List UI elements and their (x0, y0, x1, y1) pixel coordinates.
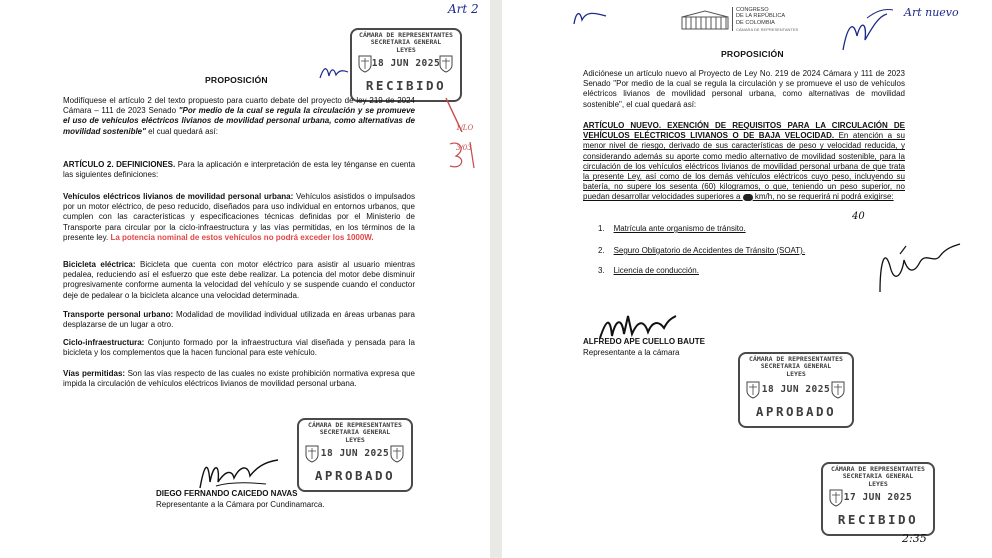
handwritten-speed: 40 (852, 211, 865, 222)
corner-handwritten-note: Art nuevo (904, 6, 959, 19)
definition-permitted-roads: Vías permitidas: Son las vías respecto de las cuales no existe prohibición normativa expresa que impida la circulación de vehículos eléctricos livianos de movilidad personal urbana. (63, 369, 415, 389)
signature-image (196, 452, 282, 494)
stamp-org: CÁMARA DE REPRESENTANTES SECRETARIA GENERAL LEYES (831, 465, 925, 488)
stamp-date: 18 JUN 2025 (761, 384, 831, 395)
definition-ebike: Bicicleta eléctrica: Bicicleta que cuenta con motor eléctrico para asistir al usuario mientras pedalea, reduciendo así el esfuerzo que este debe realizar. La potencia del motor debe disminuir progresivamente conforme aumenta la velocidad del vehículo y se suspende cuando el conductor deje de pedalear o la bicicleta alcance una velocidad determinada. (63, 260, 415, 300)
logo-text: CONGRESO DE LA REPÚBLICA DE COLOMBIA (736, 7, 786, 26)
logo-divider (732, 7, 733, 31)
coat-of-arms-icon (389, 444, 405, 464)
intro-paragraph: Adiciónese un artículo nuevo al Proyecto de Ley No. 219 de 2024 Cámara y 111 de 2023 Senado "Por medio de la cual se regula la circulación y se promueve el uso de vehículos eléctricos livianos de movilidad personal urbana, como alternativas de movilidad sostenible", el cual quedará así: (583, 69, 905, 109)
handwritten-initials (570, 6, 610, 28)
right-proposition-page (502, 0, 992, 558)
stamp-date: 18 JUN 2025 (320, 448, 390, 459)
page-gap (490, 0, 502, 558)
stamp-org: CÁMARA DE REPRESENTANTES SECRETARIA GENERAL LEYES (359, 31, 453, 54)
stamp-word: RECIBIDO (837, 512, 919, 527)
intro-paragraph: Modifíquese el artículo 2 del texto propuesto para cuarto debate del proyecto de ley 219 de 2024 Cámara – 111 de 2023 Senado "Por medio de la cual se regula la circulación y se promueve el uso de vehículos eléctricos livianos de movilidad personal urbana, como alternativas de movilidad sostenible" el cual quedará así: (63, 96, 415, 136)
signer-role: Representante a la Cámara por Cundinamarca. (156, 500, 325, 509)
approved-stamp (738, 352, 854, 428)
approved-stamp (297, 418, 413, 492)
coat-of-arms-icon (745, 380, 761, 400)
capitol-building-icon (680, 9, 730, 31)
stamp-org: CÁMARA DE REPRESENTANTES SECRETARIA GENERAL LEYES (308, 421, 402, 444)
stamp-date: 17 JUN 2025 (843, 492, 913, 503)
coat-of-arms-icon (830, 380, 846, 400)
signer-role: Representante a la cámara (583, 348, 680, 357)
signer-name: ALFREDO APE CUELLO BAUTE (583, 337, 705, 346)
corner-handwritten-note: Art 2 (448, 2, 479, 16)
coat-of-arms-icon (357, 54, 373, 74)
stamp-word: RECIBIDO (365, 78, 447, 93)
definition-personal-transport: Transporte personal urbano: Modalidad de movilidad individual utilizada en áreas urbanas para desplazarse de un lugar a otro. (63, 310, 415, 330)
requirement-item: 1. Matrícula ante organismo de tránsito. (598, 224, 746, 233)
redacted-number (743, 194, 753, 201)
new-article-paragraph: ARTÍCULO NUEVO. EXENCIÓN DE REQUISITOS PARA LA CIRCULACIÓN DE VEHÍCULOS ELÉCTRICOS LIVIANOS O DE BAJA VELOCIDAD. En atención a su menor nivel de riesgo, derivado de sus características de peso y velocidad reducida, y considerando además su aporte como medio alternativo de movilidad sostenible, para la circulación de los vehículos eléctricos livianos de movilidad personal urbana de que trata la presente Ley, así como de los demás vehículos eléctricos cuyo peso, incluyendo su batería, no supere los sesenta (60) kilogramos, o que, teniendo un peso superior, no puedan desarrollar velocidades superiores a km/h, no se requerirá ni podrá exigirse: (583, 121, 905, 202)
requirement-item: 2. Seguro Obligatorio de Accidentes de Tránsito (SOAT). (598, 246, 806, 255)
handwritten-signature-top (837, 6, 897, 56)
definition-cycle-infrastructure: Ciclo-infraestructura: Conjunto formado por la infraestructura vial diseñada y pensada para la bicicleta y los complementos que la hacen funcional para este vehículo. (63, 338, 415, 358)
congress-logo (680, 5, 810, 37)
margin-signature (874, 236, 964, 296)
margin-note: 1/LO 3/03 (456, 124, 474, 152)
left-proposition-page (0, 0, 490, 558)
article-2-paragraph: ARTÍCULO 2. DEFINICIONES. Para la aplicación e interpretación de esta ley ténganse en cuenta las siguientes definiciones: (63, 160, 416, 180)
received-stamp (821, 462, 935, 536)
definition-vehicles: Vehículos eléctricos livianos de movilidad personal urbana: Vehículos asistidos o impulsados por un motor eléctrico, de peso reducido, diseñados para uso individual en entornos urbanos, que cumplen con las características y especificaciones técnicas definidas por el Ministerio de Transporte para circular por la ciclo-infraestructura y las vías permitidas, en los términos de la presente ley. La potencia nominal de estos vehículos no podrá exceder los 1000W. (63, 192, 415, 242)
logo-subtext: CÁMARA DE REPRESENTANTES (736, 27, 799, 32)
stamp-date: 18 JUN 2025 (371, 58, 441, 69)
received-stamp (350, 28, 462, 102)
handwritten-initials (318, 62, 352, 82)
stamp-org: CÁMARA DE REPRESENTANTES SECRETARIA GENERAL LEYES (749, 355, 843, 378)
page-title: PROPOSICIÓN (205, 75, 268, 85)
page-title: PROPOSICIÓN (721, 49, 784, 59)
coat-of-arms-icon (438, 54, 454, 74)
stamp-word: APROBADO (314, 468, 396, 483)
handwritten-time-note: 2:35 (902, 532, 927, 545)
stamp-word: APROBADO (755, 404, 837, 419)
requirement-item: 3. Licencia de conducción. (598, 266, 699, 275)
coat-of-arms-icon (828, 488, 844, 508)
coat-of-arms-icon (304, 444, 320, 464)
signer-name: DIEGO FERNANDO CAICEDO NAVAS (156, 489, 298, 498)
